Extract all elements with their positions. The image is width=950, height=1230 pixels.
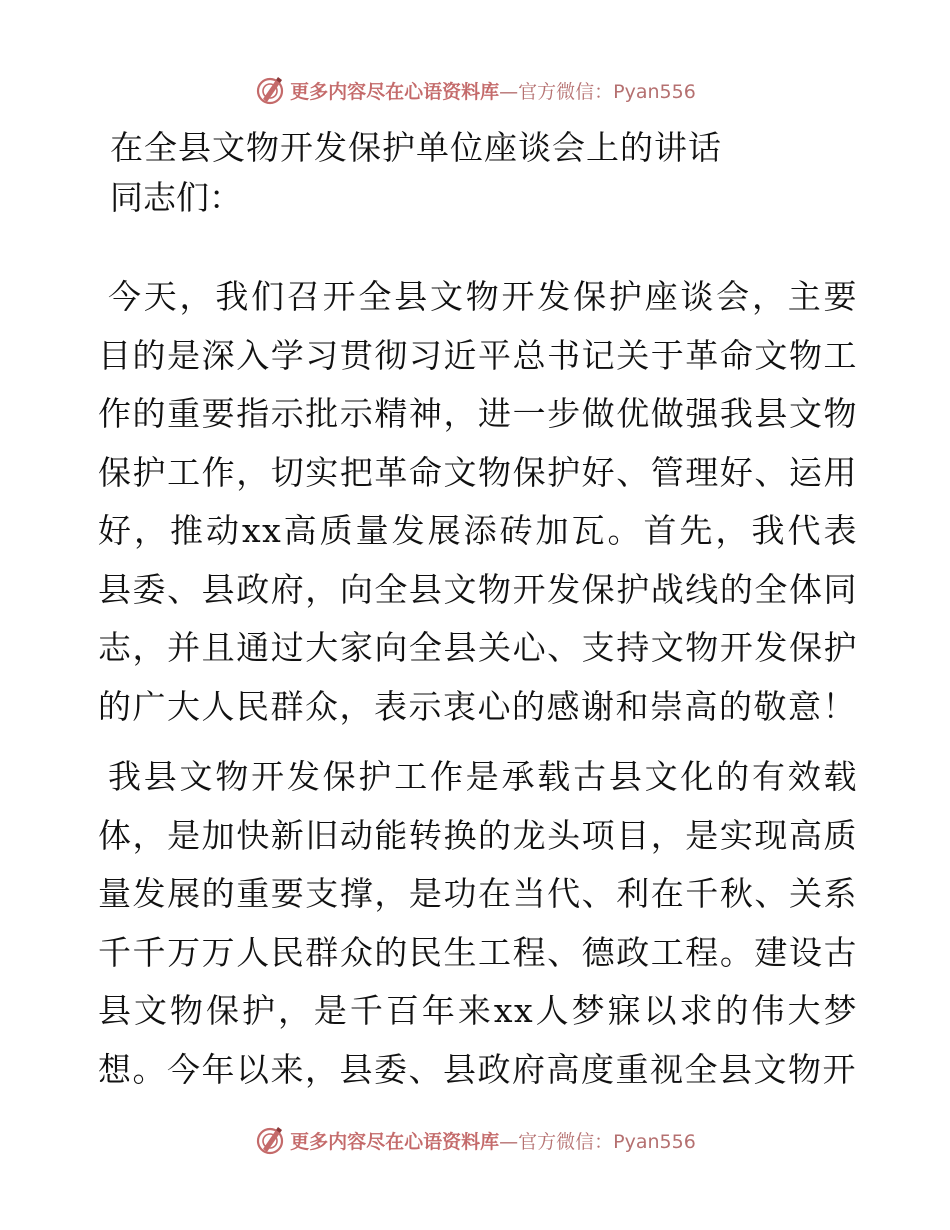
paragraph-2: 我县文物开发保护工作是承载古县文化的有效载体，是加快新旧动能转换的龙头项目，是实现高质量发展的重要支撑，是功在当代、利在千秋、关系千千万万人民群众的民生工程、德政工程。建设古县文物保护，是千百年来xx人梦寐以求的伟大梦想。今年以来，县委、县政府高度重视全县文物开 [98, 757, 858, 1089]
footer-watermark [0, 1120, 950, 1160]
document-title: 在全县文物开发保护单位座谈会上的讲话 [110, 128, 722, 167]
pen-logo-icon [254, 74, 286, 106]
watermark-main-text: 更多内容尽在心语资料库 [290, 1130, 500, 1153]
pen-logo-icon [254, 1124, 286, 1156]
watermark-contact-text: —官方微信：Pyan556 [499, 1130, 696, 1153]
salutation: 同志们： [110, 178, 242, 217]
watermark-text [290, 77, 696, 104]
paragraph-1: 今天，我们召开全县文物开发保护座谈会，主要目的是深入学习贯彻习近平总书记关于革命文物工作的重要指示批示精神，进一步做优做强我县文物保护工作，切实把革命文物保护好、管理好、运用好，推动xx高质量发展添砖加瓦。首先，我代表县委、县政府，向全县文物开发保护战线的全体同志，并且通过大家向全县关心、支持文物开发保护的广大人民群众，表示衷心的感谢和崇高的敬意！ [98, 277, 858, 726]
watermark-contact-text: —官方微信：Pyan556 [499, 80, 696, 103]
watermark-text [290, 1127, 696, 1154]
header-watermark [0, 70, 950, 110]
watermark-main-text: 更多内容尽在心语资料库 [290, 80, 500, 103]
